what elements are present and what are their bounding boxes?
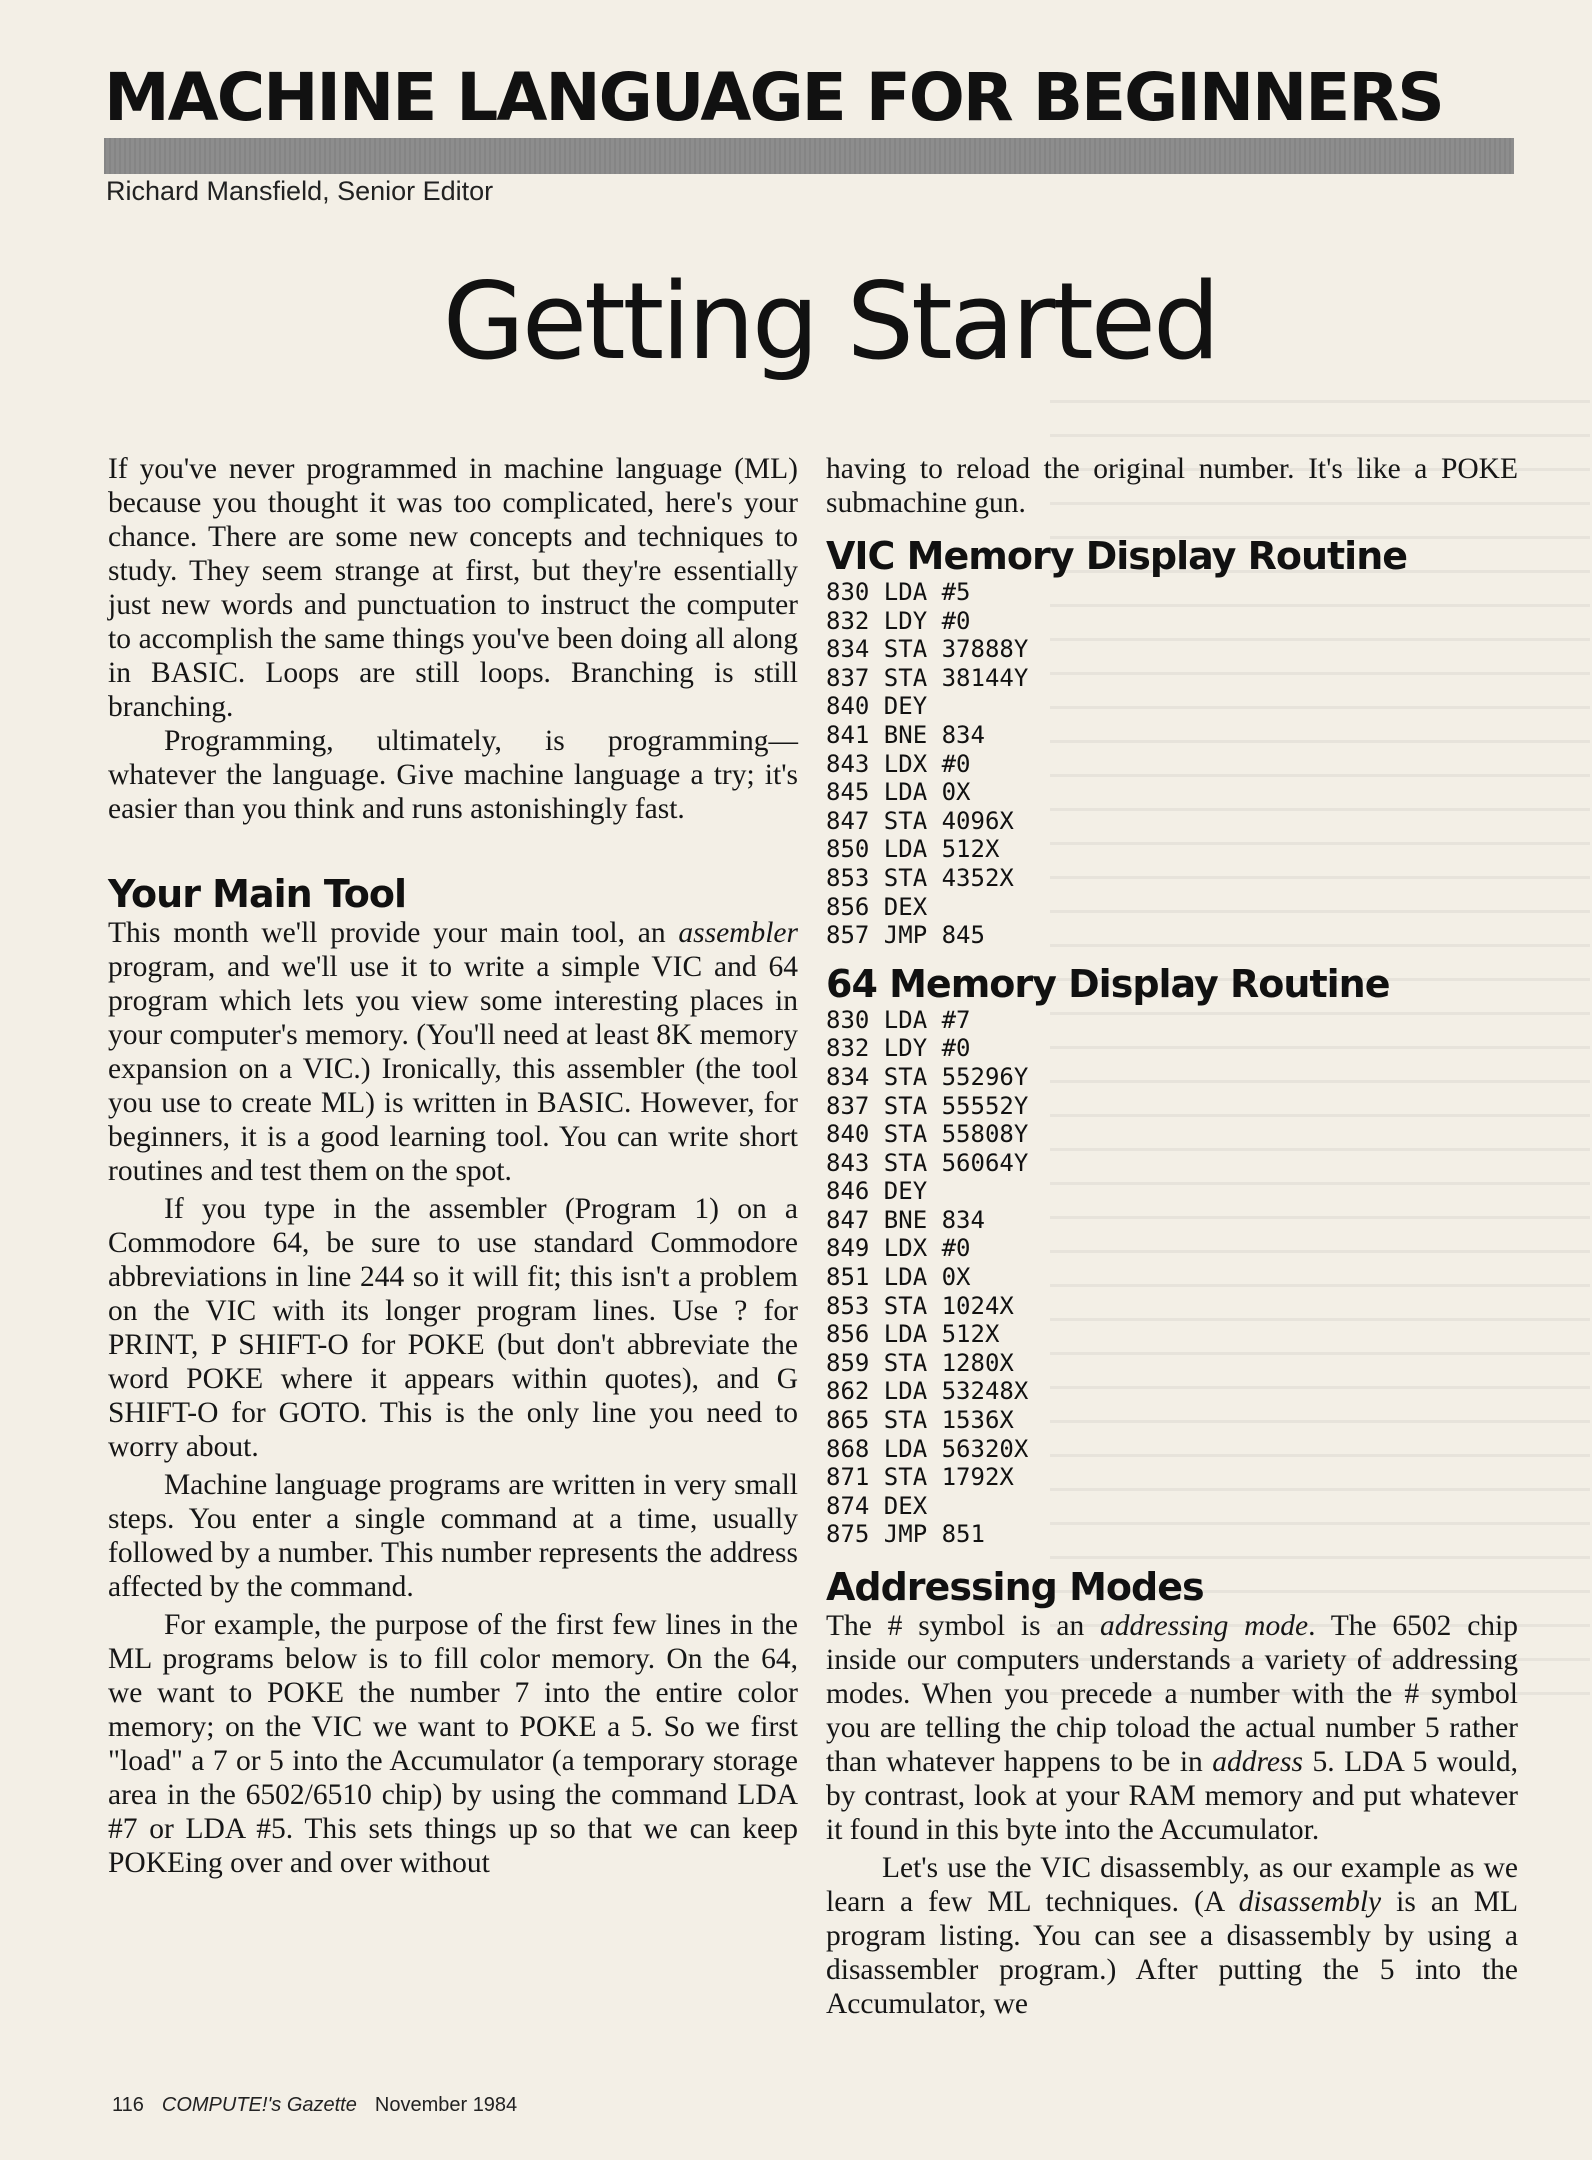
vic-code-line: 856 DEX [826,892,928,921]
modes-paragraph-1 [826,1609,1518,1847]
c64-code-line: 834 STA 55296Y [826,1062,1029,1091]
left-column [108,452,798,1880]
vic-code-line: 837 STA 38144Y [826,663,1029,692]
text-span: This month we'll provide your main tool, an [108,917,679,949]
right-column [826,452,1518,2021]
section-title: MACHINE LANGUAGE FOR BEGINNERS [104,59,1443,136]
c64-code-line: 832 LDY #0 [826,1034,971,1063]
tool-paragraph-1 [108,916,798,1188]
c64-code-line: 862 LDA 53248X [826,1377,1029,1406]
tool-paragraph-2: If you type in the assembler (Program 1) on a Commodore 64, be sure to use standard Commodore abbreviations in line 244 so it will fit; this isn't a problem on the VIC with its longer program lines. Use ? for PRINT, P SHIFT-O for POKE (but don't abbreviate the word POKE where it appears within quotes), and G SHIFT-O for GOTO. This is the only line you need to worry about. [108,1193,798,1463]
vic-code-line: 847 STA 4096X [826,806,1014,835]
page-footer [112,2094,535,2117]
italic-term: address [1212,1746,1303,1778]
page-number: 116 [112,2094,144,2116]
italic-term: assembler [678,917,798,949]
vic-code-line: 834 STA 37888Y [826,635,1029,664]
c64-code-line: 830 LDA #7 [826,1005,971,1034]
article-title: Getting Started [442,260,1218,383]
italic-term: addressing mode [1100,1610,1309,1642]
c64-code-line: 871 STA 1792X [826,1463,1014,1492]
vic-code-line: 850 LDA 512X [826,835,1000,864]
c64-code-line: 874 DEX [826,1491,928,1520]
c64-code-listing [826,1006,1518,1549]
text-span: program, and we'll use it to write a simple VIC and 64 program which lets you view some interesting places in your computer's memory. (You'll need at least 8K memory expansion on a VIC.) Ironically, this assembler (the tool you use to create ML) is written in BASIC. However, for beginners, it is a good learning tool. You can write short routines and test them on the spot. [108,951,798,1187]
intro-paragraph-1: If you've never programmed in machine language (ML) because you thought it was too complicated, here's your chance. There are some new concepts and techniques to study. They seem strange at first, but they're essentially just new words and punctuation to instruct the computer to accomplish the same things you've been doing all along in BASIC. Loops are still loops. Branching is still branching. [108,453,798,723]
c64-code-line: 847 BNE 834 [826,1205,985,1234]
vic-code-line: 845 LDA 0X [826,778,971,807]
c64-code-line: 840 STA 55808Y [826,1120,1029,1149]
text-span: The # symbol is an [826,1610,1100,1642]
c64-code-line: 868 LDA 56320X [826,1434,1029,1463]
c64-code-line: 851 LDA 0X [826,1263,971,1292]
c64-code-line: 859 STA 1280X [826,1348,1014,1377]
text-span: 5. LDA 5 would, by contrast, look at your RAM memory and put whatever it found in this byte into the Accumulator. [826,1746,1518,1846]
c64-code-line: 875 JMP 851 [826,1520,985,1549]
your-main-tool-heading: Your Main Tool [108,872,407,916]
issue-date: November 1984 [374,2094,518,2116]
c64-code-line: 849 LDX #0 [826,1234,971,1263]
addressing-modes-heading: Addressing Modes [826,1565,1204,1609]
vic-code-line: 840 DEY [826,692,928,721]
continued-paragraph: having to reload the original number. It's like a POKE submachine gun. [826,453,1518,519]
text-span: Let's use the VIC disassembly, as our example as we learn a few ML techniques. (A [826,1852,1518,1918]
c64-code-line: 843 STA 56064Y [826,1148,1029,1177]
header-rule [104,138,1514,174]
c64-code-line: 853 STA 1024X [826,1291,1014,1320]
vic-code-line: 857 JMP 845 [826,921,985,950]
intro-paragraph-2: Programming, ultimately, is programming—whatever the language. Give machine language a try; it's easier than you think and runs astonishingly fast. [108,725,798,825]
magazine-name: COMPUTE!'s Gazette [161,2094,357,2116]
vic-code-line: 843 LDX #0 [826,749,971,778]
vic-code-line: 830 LDA #5 [826,578,971,606]
c64-code-line: 856 LDA 512X [826,1320,1000,1349]
text-span: . The 6502 chip inside our computers understands a variety of addressing modes. When you precede a number with the # symbol you are telling the chip toload the actual number 5 rather than whatever happens to be in [826,1610,1518,1778]
byline: Richard Mansfield, Senior Editor [106,176,494,206]
vic-code-line: 853 STA 4352X [826,863,1014,892]
vic-routine-heading: VIC Memory Display Routine [826,534,1408,578]
text-span: is an ML program listing. You can see a disassembly by using a disassembler program.) After putting the 5 into the Accumulator, we [826,1886,1518,2020]
vic-code-listing [826,578,1518,950]
c64-code-line: 846 DEY [826,1177,928,1206]
tool-paragraph-4: For example, the purpose of the first few lines in the ML programs below is to fill color memory. On the 64, we want to POKE the number 7 into the entire color memory; on the VIC we want to POKE a 5. So we first "load" a 7 or 5 into the Accumulator (a temporary storage area in the 6502/6510 chip) by using the command LDA #7 or LDA #5. This sets things up so that we can keep POKEing over and over without [108,1609,798,1879]
section-header [104,58,1516,138]
vic-code-line: 832 LDY #0 [826,606,971,635]
italic-term: disassembly [1238,1886,1382,1918]
tool-paragraph-3: Machine language programs are written in very small steps. You enter a single command at a time, usually followed by a number. This number represents the address affected by the command. [108,1469,798,1603]
vic-code-line: 841 BNE 834 [826,720,985,749]
c64-code-line: 837 STA 55552Y [826,1091,1029,1120]
c64-routine-heading: 64 Memory Display Routine [826,961,1390,1006]
c64-code-line: 865 STA 1536X [826,1406,1014,1435]
modes-paragraph-2 [826,1851,1518,2021]
